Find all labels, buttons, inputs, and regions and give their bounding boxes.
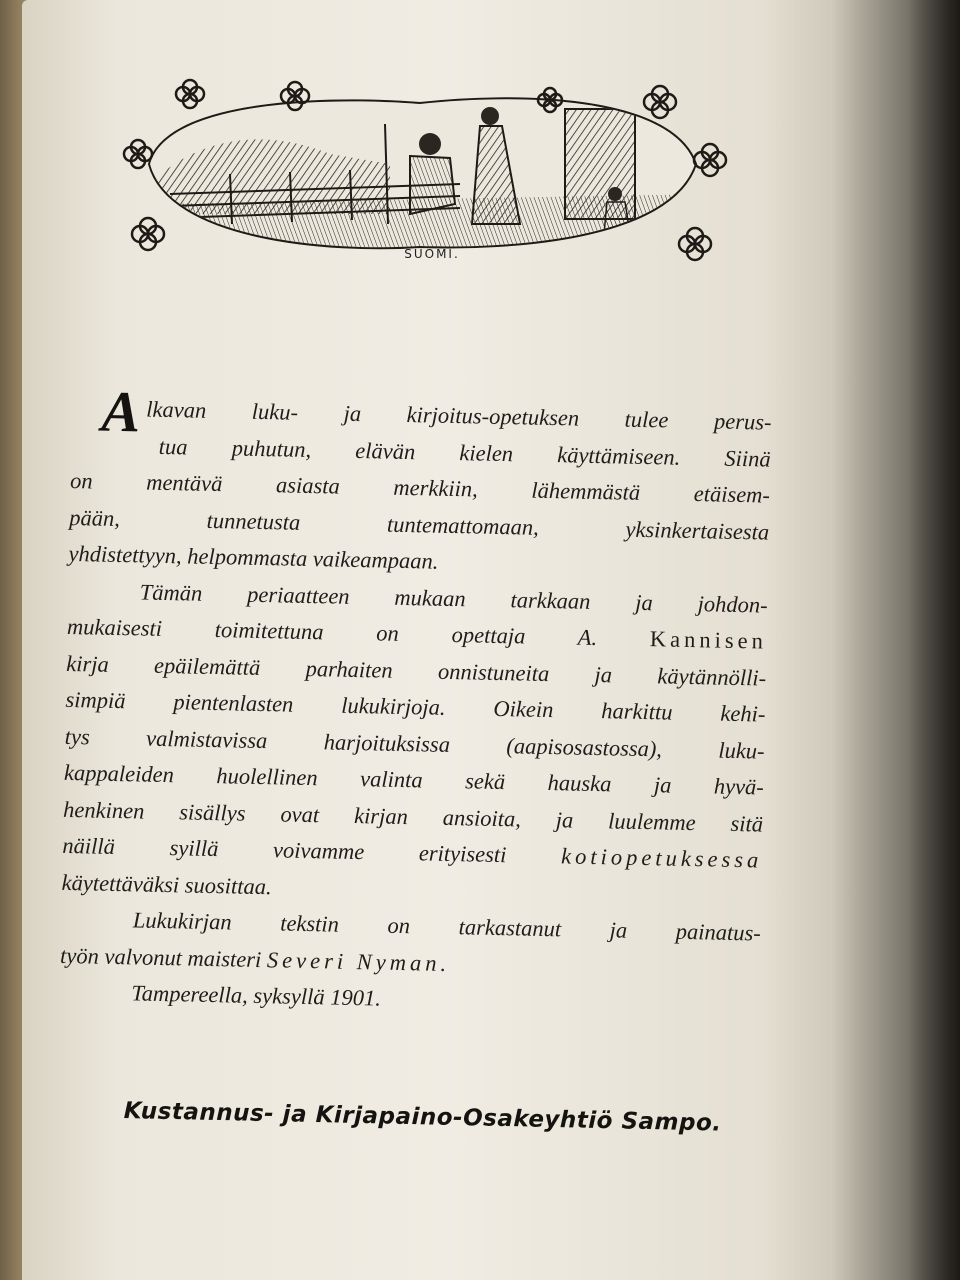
vignette-illustration: [110, 74, 730, 274]
place-date: Tampereella, syksyllä 1901.: [131, 980, 382, 1011]
text-line: tys valmistavissa harjoituksissa (aapisosastossa), luku-: [64, 723, 765, 764]
text-line: käytettäväksi suosittaa.: [61, 869, 272, 899]
editor-name: Severi Nyman.: [266, 946, 451, 976]
vignette-caption: SUOMI.: [404, 247, 460, 261]
text-line: Tämän periaatteen mukaan tarkkaan ja johdon-: [139, 578, 768, 618]
farm-scene: [140, 94, 720, 254]
text-line: on mentävä asiasta merkkiin, lähemmästä etäisem-: [69, 467, 771, 508]
text-line: Alkavan luku- ja kirjoitus-opetuksen tulee perus-: [100, 378, 772, 445]
drop-cap: A: [100, 378, 141, 445]
text-line: henkinen sisällys ovat kirjan ansioita, ja luulemme sitä: [62, 796, 764, 837]
body-text: [59, 378, 772, 1025]
publisher-line: Kustannus- ja Kirjapaino-Osakeyhtiö Sampo.: [123, 1098, 722, 1137]
text-line: tua puhutun, elävän kielen käyttämiseen. Siinä: [158, 433, 771, 472]
text-line: näillä syillä voivamme erityisesti kotiopetuksessa: [62, 832, 763, 873]
author-name: Kannisen: [649, 626, 768, 654]
page-shadow: [832, 0, 960, 1280]
text-line: simpiä pientenlasten lukukirjoja. Oikein harkittu kehi-: [65, 686, 766, 727]
text-line: pään, tunnetusta tuntemattomaan, yksinkertaisesta: [69, 504, 770, 545]
text-line: yhdistettyyn, helpommasta vaikeampaan.: [68, 540, 439, 574]
text-line: kappaleiden huolellinen valinta sekä hauska ja hyvä-: [63, 759, 765, 800]
spaced-emphasis: kotiopetuksessa: [560, 843, 763, 873]
text-line: kirja epäilemättä parhaiten onnistuneita ja käytännölli-: [66, 650, 767, 691]
text-line: mukaisesti toimitettuna on opettaja A. Kannisen: [66, 613, 768, 654]
text-line: työn valvonut maisteri Severi Nyman.: [59, 942, 451, 976]
text-line: Lukukirjan tekstin on tarkastanut ja painatus-: [132, 907, 762, 946]
